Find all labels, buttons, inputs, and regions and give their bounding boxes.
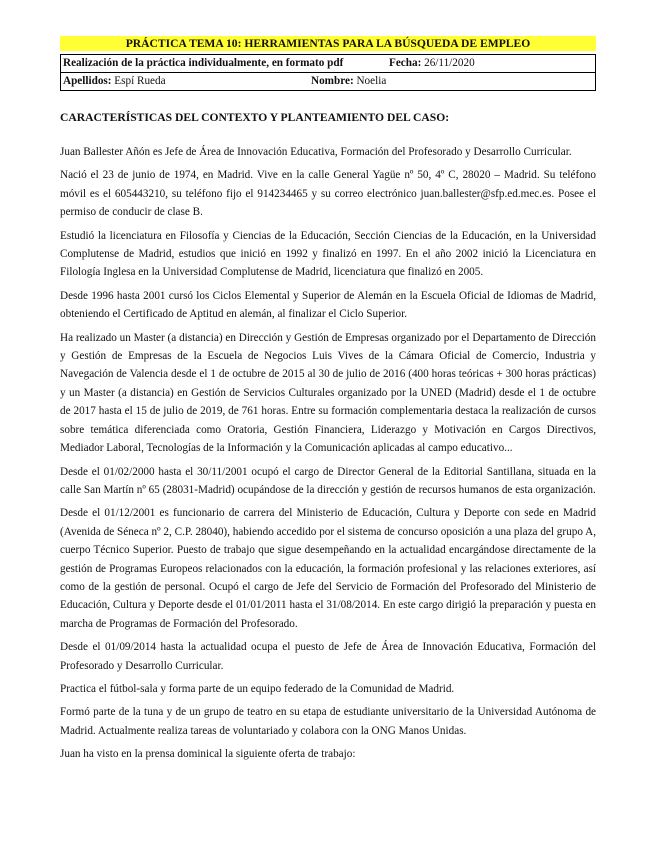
section-heading: CARACTERÍSTICAS DEL CONTEXTO Y PLANTEAMIENTO DEL CASO:	[60, 111, 450, 124]
name-label: Nombre:	[311, 75, 354, 87]
paragraph: Juan ha visto en la prensa dominical la siguiente oferta de trabajo:	[60, 748, 356, 761]
info-row-mode	[61, 55, 595, 72]
date-cell	[389, 55, 475, 72]
paragraph: Practica el fútbol-sala y forma parte de un equipo federado de la Comunidad de Madrid.	[60, 682, 455, 695]
document-page	[60, 36, 596, 769]
paragraph: Formó parte de la tuna y de un grupo de teatro en su etapa de estudiante universitario de la Universidad Autónoma de Madrid. Actualmente realiza tareas de voluntariado y colabora con la ONG Manos Unidas.	[60, 706, 596, 737]
date-value: 26/11/2020	[424, 57, 475, 69]
surname-label: Apellidos:	[63, 75, 112, 87]
name-cell	[311, 73, 386, 90]
paragraph: Juan Ballester Añón es Jefe de Área de Innovación Educativa, Formación del Profesorado y Desarrollo Curricular.	[60, 146, 572, 158]
name-value: Noelia	[356, 75, 387, 87]
date-label: Fecha:	[389, 57, 422, 69]
paragraph: Desde 1996 hasta 2001 cursó los Ciclos Elemental y Superior de Alemán en la Escuela Oficial de Idiomas de Madrid, obteniendo el Certificado de Aptitud en alemán, al finalizar el Ciclo Superior.	[60, 289, 596, 321]
paragraph: Desde el 01/12/2001 es funcionario de carrera del Ministerio de Educación, Cultura y Deporte con sede en Madrid (Avenida de Séneca nº 2, C.P. 28040), habiendo accedido por el sistema de concurso oposición a una plaza del grupo A, cuerpo Técnico Superior. Puesto de trabajo que sigue desempeñando en la actualidad encargándose directamente de la gestión de Programas Europeos relacionados con la educación, la formación profesional y las relaciones exteriores, así como de la gestión de personal. Ocupó el cargo de Jefe del Servicio de Formación del Profesorado del Ministerio de Educación, Cultura y Deporte desde el 01/01/2011 hasta el 31/08/2014. En este cargo dirigió la preparación y puesta en marcha de Programas de Formación del Profesorado.	[60, 507, 596, 630]
surname-value: Espí Rueda	[114, 75, 166, 87]
paragraph: Estudió la licenciatura en Filosofía y Ciencias de la Educación, Sección Ciencias de la Educación, en la Universidad Complutense de Madrid, estudios que inició en 1992 y finalizó en 1997. En el año 2002 inició la Licenciatura en Filología Inglesa en la Universidad Complutense de Madrid, licenciatura que finalizó en 2005.	[60, 229, 596, 279]
paragraph: Nació el 23 de junio de 1974, en Madrid. Vive en la calle General Yagüe nº 50, 4º C, 28020 – Madrid. Su teléfono móvil es el 605443210, su teléfono fijo el 914234465 y su correo electrónico juan.ballester@sfp.ed.mec.es. Posee el permiso de conducir de clase B.	[60, 169, 596, 219]
info-row-names	[61, 72, 595, 90]
document-title: PRÁCTICA TEMA 10: HERRAMIENTAS PARA LA BÚSQUEDA DE EMPLEO	[60, 36, 596, 51]
paragraph: Desde el 01/09/2014 hasta la actualidad ocupa el puesto de Jefe de Área de Innovación Educativa, Formación del Profesorado y Desarrollo Curricular.	[60, 641, 596, 672]
mode-label: Realización de la práctica individualmente, en formato pdf	[63, 57, 344, 69]
paragraph: Desde el 01/02/2000 hasta el 30/11/2001 ocupó el cargo de Director General de la Editorial Santillana, situada en la calle San Martín nº 65 (28031-Madrid) ocupándose de la dirección y gestión de recursos humanos de esta organización.	[60, 465, 596, 496]
info-table	[60, 54, 596, 91]
paragraph: Ha realizado un Master (a distancia) en Dirección y Gestión de Empresas organizado por el Departamento de Dirección y Gestión de Empresas de la Escuela de Negocios Luis Vives de la Cámara Oficial de Comercio, Industria y Navegación de Valencia desde el 1 de octubre de 2015 al 30 de julio de 2016 (400 horas teóricas + 300 horas prácticas) y un Master (a distancia) en Gestión de Servicios Culturales organizado por la UNED (Madrid) desde el 1 de octubre de 2017 hasta el 15 de julio de 2019, de 761 horas. Entre su formación complementaria destaca la realización de cursos sobre temática diferenciada como Oratoria, Gestión Financiera, Liderazgo y Motivación en Cargos Directivos, Mediador Laboral, Tecnologías de la Información y la Comunicación aplicadas al campo educativo...	[60, 331, 596, 455]
